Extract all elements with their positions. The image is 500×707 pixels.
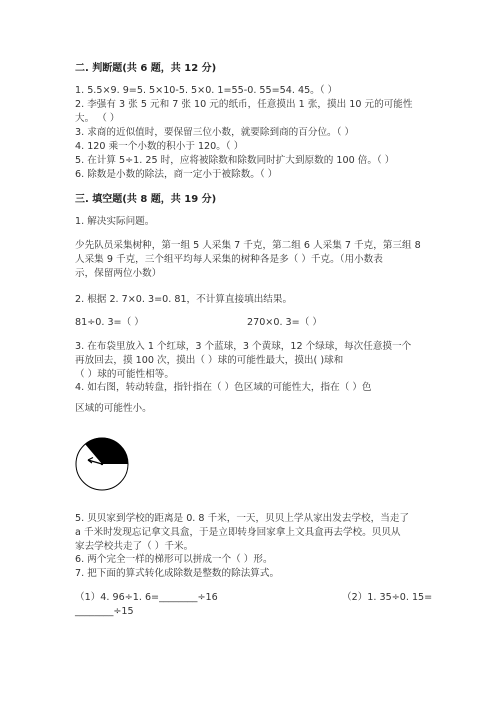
fill-q1-line1: 少先队员采集树种，第一组 5 人采集 7 千克，第二组 6 人采集 7 千克，第三组 8 (75, 240, 421, 251)
fill-q1-line2: 人采集 9 千克，三个组平均每人采集的树种各是多（ ）千克。（用小数表 (75, 254, 383, 265)
fill-q4-line2: 区域的可能性小。 (75, 403, 152, 414)
judge-q5: 5. 在计算 5÷1. 25 时，应将被除数和除数同时扩大到原数的 100 倍。（ ） (75, 155, 395, 166)
spinner-pivot (101, 463, 103, 465)
fill-q6: 6. 两个完全一样的梯形可以拼成一个（ ）形。 (75, 554, 273, 565)
judge-q6: 6. 除数是小数的除法，商一定小于被除数。（ ） (75, 169, 278, 180)
fill-q3-line3: （ ）球的可能性相等。 (75, 369, 174, 380)
section3-heading: 三. 填空题(共 8 题，共 19 分) (75, 194, 217, 205)
fill-q4-line1: 4. 如右图，转动转盘，指针指在（ ）色区域的可能性大，指在（ ）色 (75, 382, 372, 393)
fill-q7-b: （2）1. 35÷0. 15= (342, 592, 433, 603)
fill-q1-title: 1. 解决实际问题。 (75, 216, 155, 227)
judge-q4: 4. 120 乘一个小数的积小于 120。（ ） (75, 141, 244, 152)
fill-q7-a: （1）4. 96÷1. 6=________÷16 (75, 592, 218, 603)
fill-q1-line3: 示，保留两位小数） (75, 268, 162, 279)
section2-heading: 二. 判断题(共 6 题，共 12 分) (75, 63, 217, 74)
judge-q1: 1. 5.5×9. 9=5. 5×10-5. 5×0. 1=55-0. 55=54. 45。（ ） (75, 85, 338, 96)
fill-q7-title: 7. 把下面的算式转化成除数是整数的除法算式。 (75, 568, 280, 579)
judge-q2-line2: 大。 （ ） (75, 113, 120, 124)
fill-q3-line1: 3. 在布袋里放入 1 个红球，3 个蓝球，3 个黄球，12 个绿球，每次任意摸一个 (75, 341, 412, 352)
fill-q5-line1: 5. 贝贝家到学校的距离是 0. 8 千米，一天，贝贝上学从家出发去学校，当走了 (75, 513, 410, 524)
fill-q2-a: 81÷0. 3=（ ） (75, 317, 144, 328)
fill-q5-line2: a 千米时发现忘记拿文具盒，于是立即转身回家拿上文具盒再去学校。贝贝从 (75, 527, 401, 538)
fill-q5-line3: 家去学校共走了（ ）千米。 (75, 541, 194, 552)
spinner-icon (72, 434, 132, 497)
fill-q2-b: 270×0. 3=（ ） (247, 317, 322, 328)
fill-q7-b-cont: ________÷15 (75, 606, 134, 617)
judge-q2-line1: 2. 李强有 3 张 5 元和 7 张 10 元的纸币，任意摸出 1 张，摸出 10 元的可能性 (75, 99, 413, 110)
judge-q3: 3. 求商的近似值时，要保留三位小数，就要除到商的百分位。（ ） (75, 127, 355, 138)
fill-q3-line2: 再放回去，摸 100 次，摸出（ ）球的可能性最大，摸出( )球和 (75, 355, 344, 366)
spinner-figure (72, 434, 132, 494)
fill-q2-title: 2. 根据 2. 7×0. 3=0. 81，不计算直接填出结果。 (75, 294, 293, 305)
